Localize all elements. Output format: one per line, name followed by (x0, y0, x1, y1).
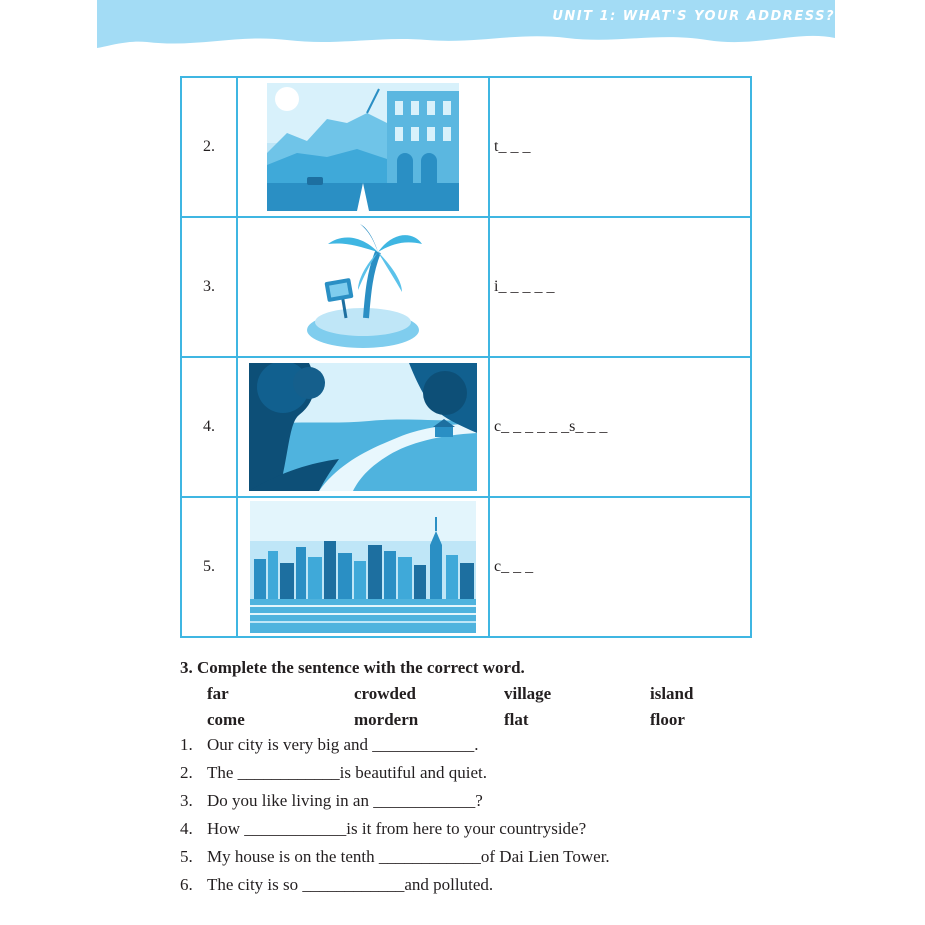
sentence-list (180, 735, 780, 903)
answer-cell: t_ _ _ (489, 77, 751, 217)
sentence-text: Do you like living in an ____________? (207, 791, 483, 810)
row-number: 5. (181, 497, 237, 637)
sentence-text: The ____________is beautiful and quiet. (207, 763, 487, 782)
palm-island-icon (237, 217, 489, 357)
header-banner (97, 0, 835, 52)
sentence-text: Our city is very big and ____________. (207, 735, 479, 754)
sentence-item (180, 847, 780, 875)
sentence-number: 5. (180, 847, 193, 866)
sentence-number: 1. (180, 735, 193, 754)
word-bank (207, 684, 780, 730)
sentence-text: The city is so ____________and polluted. (207, 875, 494, 894)
vocabulary-table (180, 76, 752, 638)
exercise-title: 3. Complete the sentence with the correct word. (180, 658, 525, 677)
countryside-river-icon (237, 357, 489, 497)
city-street-icon (237, 77, 489, 217)
table-row (181, 77, 751, 217)
sentence-number: 2. (180, 763, 193, 782)
word-bank-item: village (504, 684, 552, 703)
table-row (181, 217, 751, 357)
word-bank-item: far (207, 684, 229, 703)
sentence-item (180, 791, 780, 819)
word-bank-item: island (650, 684, 694, 703)
answer-cell: c_ _ _ _ _ _s_ _ _ (489, 357, 751, 497)
sentence-text: My house is on the tenth ____________of Dai Lien Tower. (207, 847, 610, 866)
word-bank-item: come (207, 710, 245, 729)
sentence-text: How ____________is it from here to your countryside? (207, 819, 587, 838)
table-row (181, 357, 751, 497)
sentence-number: 3. (180, 791, 193, 810)
sentence-item (180, 819, 780, 847)
word-bank-item: flat (504, 710, 529, 729)
word-bank-item: crowded (354, 684, 417, 703)
city-skyline-icon (237, 497, 489, 637)
exercise-section (180, 658, 780, 903)
sentence-number: 4. (180, 819, 193, 838)
word-bank-item: mordern (354, 710, 419, 729)
sentence-number: 6. (180, 875, 193, 894)
table-row (181, 497, 751, 637)
sentence-item (180, 763, 780, 791)
row-number: 2. (181, 77, 237, 217)
row-number: 4. (181, 357, 237, 497)
unit-title: UNIT 1: WHAT'S YOUR ADDRESS? (552, 9, 835, 24)
sentence-item (180, 875, 780, 903)
answer-cell: i_ _ _ _ _ (489, 217, 751, 357)
row-number: 3. (181, 217, 237, 357)
word-bank-item: floor (650, 710, 685, 729)
answer-cell: c_ _ _ (489, 497, 751, 637)
sentence-item (180, 735, 780, 763)
